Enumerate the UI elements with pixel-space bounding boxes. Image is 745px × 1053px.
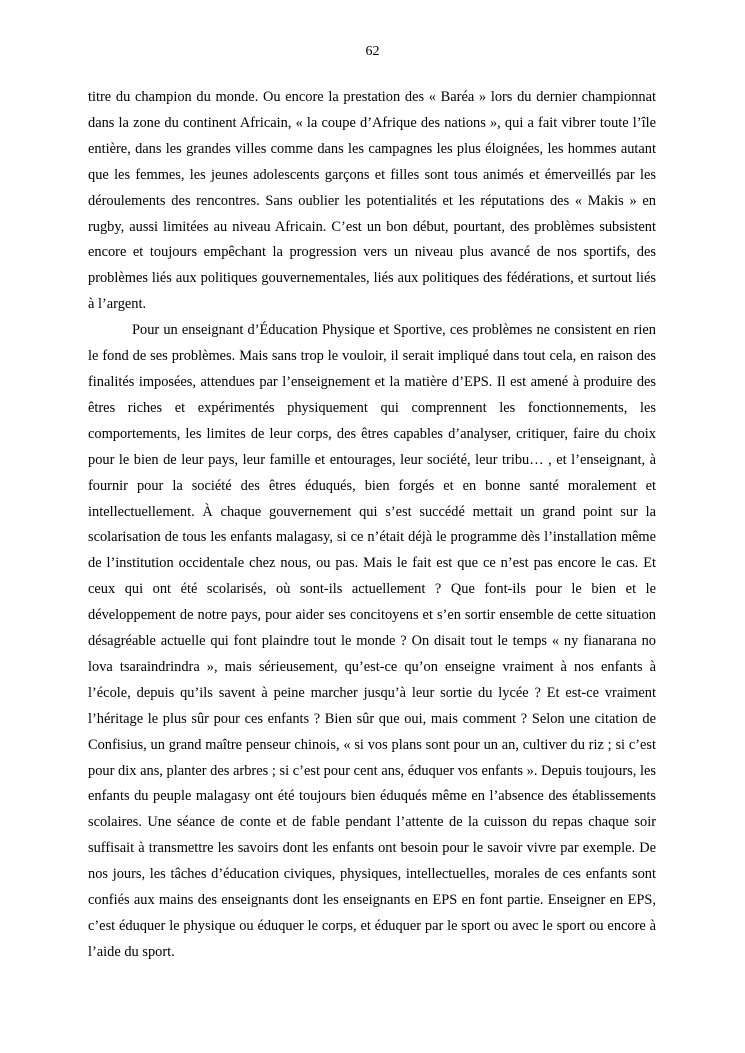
paragraph-1: titre du champion du monde. Ou encore la prestation des « Baréa » lors du dernier championnat dans la zone du continent Africain, « la coupe d’Afrique des nations », qui a fait vibrer toute l’île entière, dans les grandes villes comme dans les campagnes les plus éloignées, les hommes autant que les femmes, les jeunes adolescents garçons et filles sont tous animés et émerveillés par les déroulements des rencontres. Sans oublier les potentialités et les réputations des « Makis » en rugby, aussi limitées au niveau Africain. C’est un bon début, pourtant, des problèmes subsistent encore et toujours empêchant la progression vers un niveau plus avancé de nos sportifs, des problèmes liés aux politiques gouvernementales, liés aux politiques des fédérations, et surtout liés à l’argent. — [88, 89, 656, 313]
body-text — [88, 85, 656, 966]
paragraph-2: Pour un enseignant d’Éducation Physique et Sportive, ces problèmes ne consistent en rien le fond de ses problèmes. Mais sans trop le vouloir, il serait impliqué dans tout cela, en raison des finalités imposées, attendues par l’enseignement et la matière d’EPS. Il est amené à produire des êtres riches et expérimentés physiquement qui comprennent les fonctionnements, les comportements, les limites de leur corps, des êtres capables d’analyser, critiquer, faire du choix pour le bien de leur pays, leur famille et entourages, leur société, leur tribu… , et l’enseignant, à fournir pour la société des êtres éduqués, bien forgés et en bonne santé moralement et intellectuellement. À chaque gouvernement qui s’est succédé mettait un grand point sur la scolarisation de tous les enfants malagasy, si ce n’était déjà le programme dès l’installation même de l’institution occidentale chez nous, ou pas. Mais le fait est que ce n’est pas encore le cas. Et ceux qui ont été scolarisés, où sont-ils actuellement ? Que font-ils pour le bien et le développement de notre pays, pour aider ses concitoyens et s’en sortir ensemble de cette situation désagréable actuelle qui font plaindre tout le monde ? On disait tout le temps « ny fianarana no lova tsaraindrindra », mais sérieusement, qu’est-ce qu’on enseigne vraiment à nos enfants à l’école, depuis qu’ils savent à peine marcher jusqu’à leur sortie du lycée ? Et est-ce vraiment l’héritage le plus sûr pour ces enfants ? Bien sûr que oui, mais comment ? Selon une citation de Confisius, un grand maître penseur chinois, « si vos plans sont pour un an, cultiver du riz ; si c’est pour dix ans, planter des arbres ; si c’est pour cent ans, éduquer vos enfants ». Depuis toujours, les enfants du peuple malagasy ont été toujours bien éduqués même en l’absence des établissements scolaires. Une séance de conte et de fable pendant l’attente de la cuisson du repas chaque soir suffisait à transmettre les savoirs dont les enfants ont besoin pour le savoir vivre par exemple. De nos jours, les tâches d’éducation civiques, physiques, intellectuelles, morales de ces enfants sont confiés aux mains des enseignants dont les enseignants en EPS en font partie. Enseigner en EPS, c’est éduquer le physique ou éduquer le corps, et éduquer par le sport ou avec le sport ou encore à l’aide du sport. — [88, 322, 656, 960]
page-number: 62 — [365, 44, 380, 59]
